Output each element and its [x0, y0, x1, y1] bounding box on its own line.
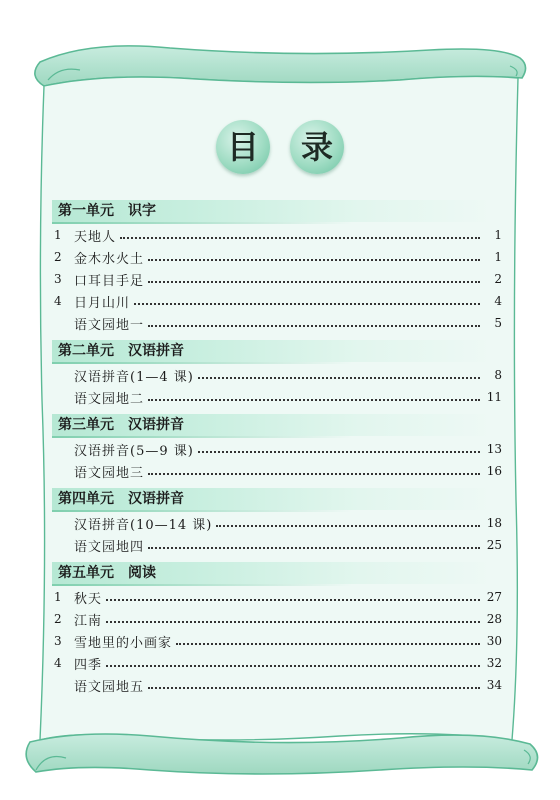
unit-header-3: [52, 414, 492, 436]
unit-header-4: [52, 488, 492, 510]
toc-entry[interactable]: [52, 652, 502, 674]
scroll-bottom-roll: [26, 734, 537, 774]
toc-entry-number: 4: [54, 656, 62, 670]
toc-entry-page: 11: [486, 390, 502, 404]
toc-entry[interactable]: [52, 608, 502, 630]
title-char-lu: 录: [290, 120, 344, 174]
unit-header-label: 第五单元 阅读: [58, 565, 156, 581]
toc-entry-number: 2: [54, 250, 62, 264]
toc-entry-page: 32: [486, 656, 502, 670]
leader-dots: [148, 473, 480, 475]
toc-entry-title: 江南: [74, 613, 103, 629]
leader-dots: [148, 259, 480, 261]
toc-entry-title: 日月山川: [74, 295, 131, 311]
toc-entry-number: 1: [54, 590, 62, 604]
toc-entry-title: 语文园地四: [74, 539, 145, 555]
toc-entry-title: 语文园地三: [74, 465, 145, 481]
toc-entry-title: 口耳目手足: [74, 273, 145, 289]
toc-entry-title: 四季: [74, 657, 103, 673]
leader-dots: [148, 325, 480, 327]
unit-header-label: 第四单元 汉语拼音: [58, 491, 184, 507]
toc-entry[interactable]: [52, 364, 502, 386]
title-char-mu: 目: [216, 120, 270, 174]
toc-entry-number: 4: [54, 294, 62, 308]
leader-dots: [106, 665, 480, 667]
unit-header-label: 第一单元 识字: [58, 203, 156, 219]
page-title: [208, 120, 352, 174]
toc-entry-page: 1: [494, 250, 502, 264]
leader-dots: [148, 399, 480, 401]
toc-entry-page: 13: [486, 442, 502, 456]
unit-header-label: 第三单元 汉语拼音: [58, 417, 184, 433]
toc-entry-title: 雪地里的小画家: [74, 635, 173, 651]
toc-entry-page: 8: [494, 368, 502, 382]
leader-dots: [106, 621, 480, 623]
unit-header-5: [52, 562, 492, 584]
toc-entry[interactable]: [52, 674, 502, 696]
toc-entry-page: 28: [486, 612, 502, 626]
unit-header-1: [52, 200, 492, 222]
toc-entry-page: 4: [494, 294, 502, 308]
toc-entry-number: 3: [54, 634, 62, 648]
unit-header-label: 第二单元 汉语拼音: [58, 343, 184, 359]
toc-entry[interactable]: [52, 460, 502, 482]
toc-entry[interactable]: [52, 268, 502, 290]
toc-entry-page: 5: [494, 316, 502, 330]
toc-entry[interactable]: [52, 534, 502, 556]
leader-dots: [106, 599, 480, 601]
toc-entry-page: 1: [494, 228, 502, 242]
toc-entry-title: 语文园地一: [74, 317, 145, 333]
toc-entry[interactable]: [52, 512, 502, 534]
toc-entry[interactable]: [52, 246, 502, 268]
toc-entry-page: 34: [486, 678, 502, 692]
leader-dots: [120, 237, 480, 239]
leader-dots: [148, 547, 480, 549]
toc-entry-title: 汉语拼音(10—14 课): [74, 517, 213, 533]
toc-entry-page: 2: [494, 272, 502, 286]
leader-dots: [198, 451, 480, 453]
toc-entry[interactable]: [52, 386, 502, 408]
toc-entry[interactable]: [52, 586, 502, 608]
toc-entry-page: 30: [486, 634, 502, 648]
toc-entry[interactable]: [52, 290, 502, 312]
leader-dots: [216, 525, 480, 527]
toc-entry-title: 天地人: [74, 229, 117, 245]
unit-header-2: [52, 340, 492, 362]
toc-entry-title: 汉语拼音(1—4 课): [74, 369, 194, 385]
leader-dots: [148, 281, 480, 283]
toc-entry[interactable]: [52, 438, 502, 460]
toc-entry-title: 汉语拼音(5—9 课): [74, 443, 194, 459]
toc-entry-title: 金木水火土: [74, 251, 145, 267]
toc-entry[interactable]: [52, 312, 502, 334]
leader-dots: [134, 303, 480, 305]
toc-entry-number: 3: [54, 272, 62, 286]
toc-entry-page: 27: [486, 590, 502, 604]
toc-entry[interactable]: [52, 630, 502, 652]
leader-dots: [176, 643, 480, 645]
toc-entry-number: 1: [54, 228, 62, 242]
toc-entry-page: 25: [486, 538, 502, 552]
toc-entry-page: 16: [486, 464, 502, 478]
toc-entry-title: 语文园地五: [74, 679, 145, 695]
toc-entry-page: 18: [486, 516, 502, 530]
toc-entry-title: 秋天: [74, 591, 103, 607]
toc-entry[interactable]: [52, 224, 502, 246]
leader-dots: [148, 687, 480, 689]
toc-entry-number: 2: [54, 612, 62, 626]
toc-entry-title: 语文园地二: [74, 391, 145, 407]
leader-dots: [198, 377, 480, 379]
